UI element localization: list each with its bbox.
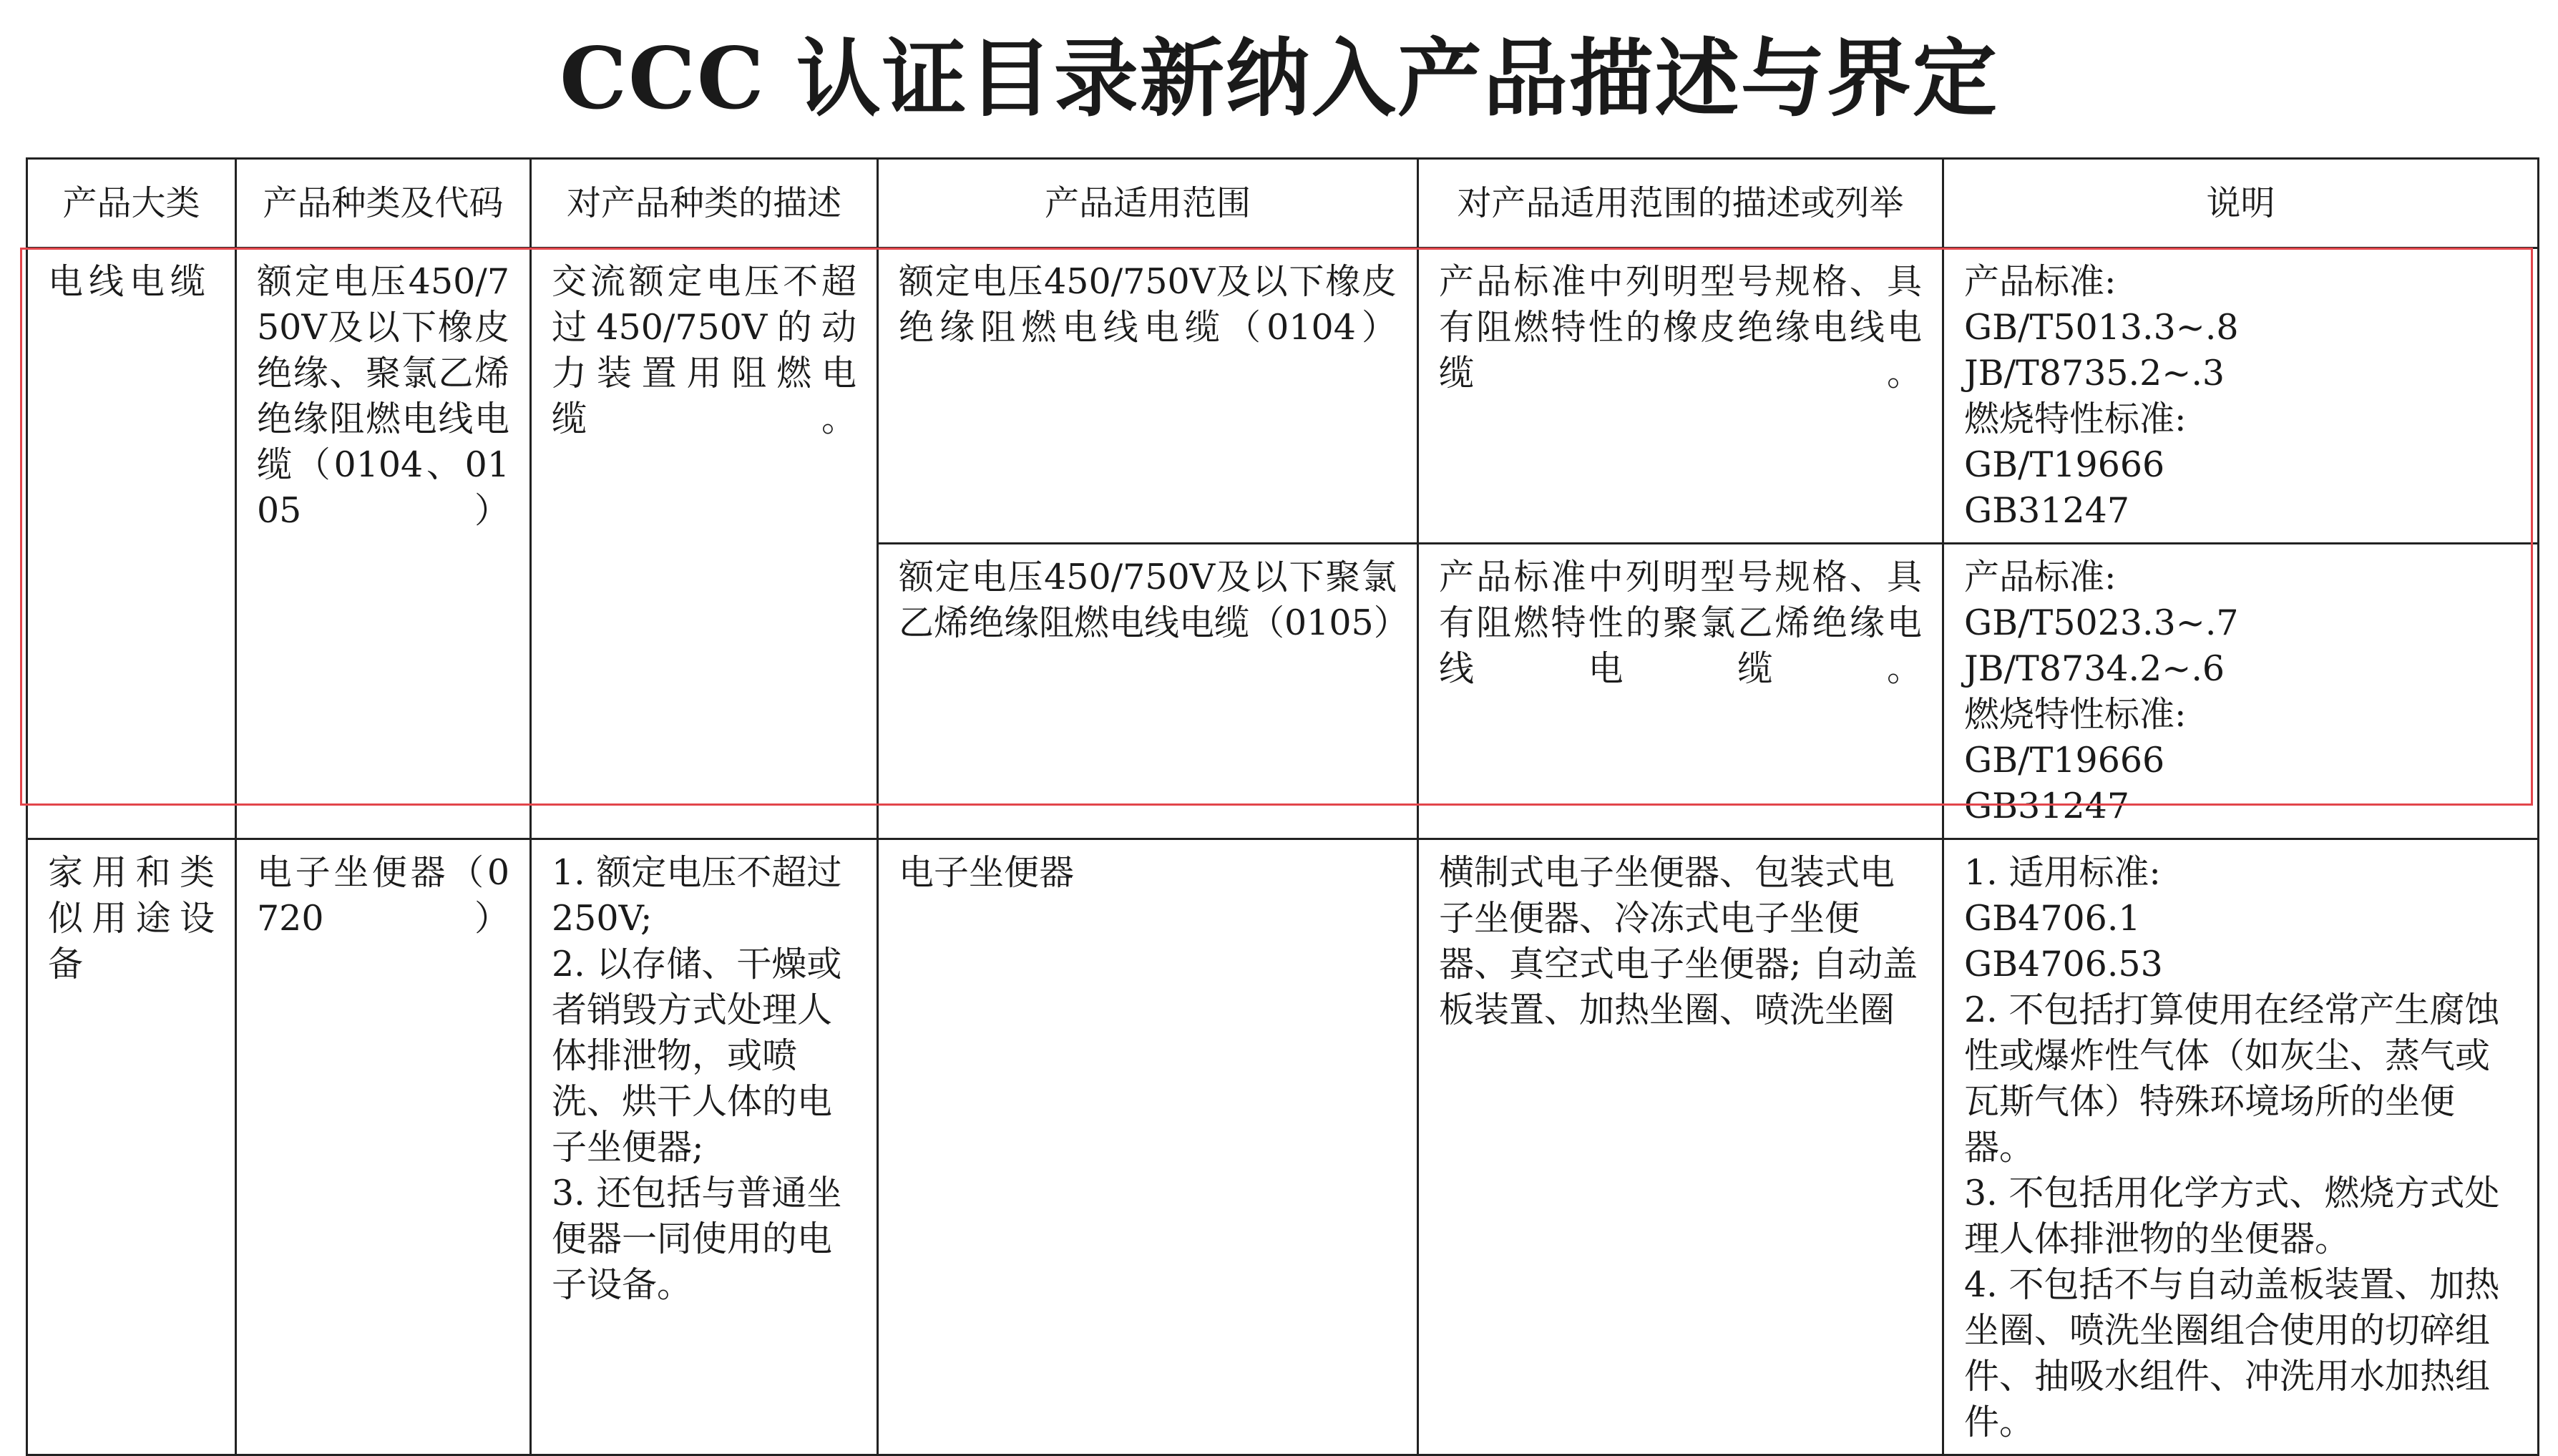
- kind-description-cell: 交流额定电压不超过450/750V的动力装置用阻燃电缆。: [531, 248, 878, 839]
- category-cell: 家用和类似用途设备: [27, 839, 236, 1455]
- header-kind-description: 对产品种类的描述: [531, 159, 878, 248]
- kind-description-cell: 1. 额定电压不超过250V; 2. 以存储、干燥或者销毁方式处理人体排泄物，或喷洗、烘干人体的电子坐便器; 3. 还包括与普通坐便器一同使用的电子设备。: [531, 839, 878, 1455]
- header-scope-description: 对产品适用范围的描述或列举: [1418, 159, 1943, 248]
- scope-description-cell: 产品标准中列明型号规格、具有阻燃特性的聚氯乙烯绝缘电线电缆。: [1418, 544, 1943, 839]
- table-row: [27, 839, 2539, 1455]
- scope-cell: 电子坐便器: [878, 839, 1418, 1455]
- scope-cell: 额定电压450/750V及以下聚氯乙烯绝缘阻燃电线电缆（0105）: [878, 544, 1418, 839]
- header-note: 说明: [1943, 159, 2539, 248]
- category-cell: 电线电缆: [27, 248, 236, 839]
- note-cell: 产品标准: GB/T5023.3~.7 JB/T8734.2~.6 燃烧特性标准: GB/T19666 GB31247: [1943, 544, 2539, 839]
- kind-cell: 额定电压450/750V及以下橡皮绝缘、聚氯乙烯绝缘阻燃电线电缆（0104、0105）: [236, 248, 531, 839]
- header-scope: 产品适用范围: [878, 159, 1418, 248]
- scope-description-cell: 横制式电子坐便器、包装式电子坐便器、冷冻式电子坐便器、真空式电子坐便器; 自动盖板装置、加热坐圈、喷洗坐圈: [1418, 839, 1943, 1455]
- table-row: [27, 248, 2539, 544]
- header-row: [27, 159, 2539, 248]
- page-title: CCC 认证目录新纳入产品描述与界定: [560, 29, 1998, 128]
- scope-cell: 额定电压450/750V及以下橡皮绝缘阻燃电线电缆（0104）: [878, 248, 1418, 544]
- header-category: 产品大类: [27, 159, 236, 248]
- kind-cell: 电子坐便器（0720）: [236, 839, 531, 1455]
- catalog-table: [26, 157, 2539, 1456]
- scope-description-cell: 产品标准中列明型号规格、具有阻燃特性的橡皮绝缘电线电缆。: [1418, 248, 1943, 544]
- header-kind: 产品种类及代码: [236, 159, 531, 248]
- note-cell: 产品标准: GB/T5013.3~.8 JB/T8735.2~.3 燃烧特性标准: GB/T19666 GB31247: [1943, 248, 2539, 544]
- note-cell: 1. 适用标准: GB4706.1 GB4706.53 2. 不包括打算使用在经常产生腐蚀性或爆炸性气体（如灰尘、蒸气或瓦斯气体）特殊环境场所的坐便器。 3. 不包括用化学方式、燃烧方式处理人体排泄物的坐便器。 4. 不包括不与自动盖板装置、加热坐圈、喷洗坐圈组合使用的切碎组件、抽吸水组件、冲洗用水加热组件。: [1943, 839, 2539, 1455]
